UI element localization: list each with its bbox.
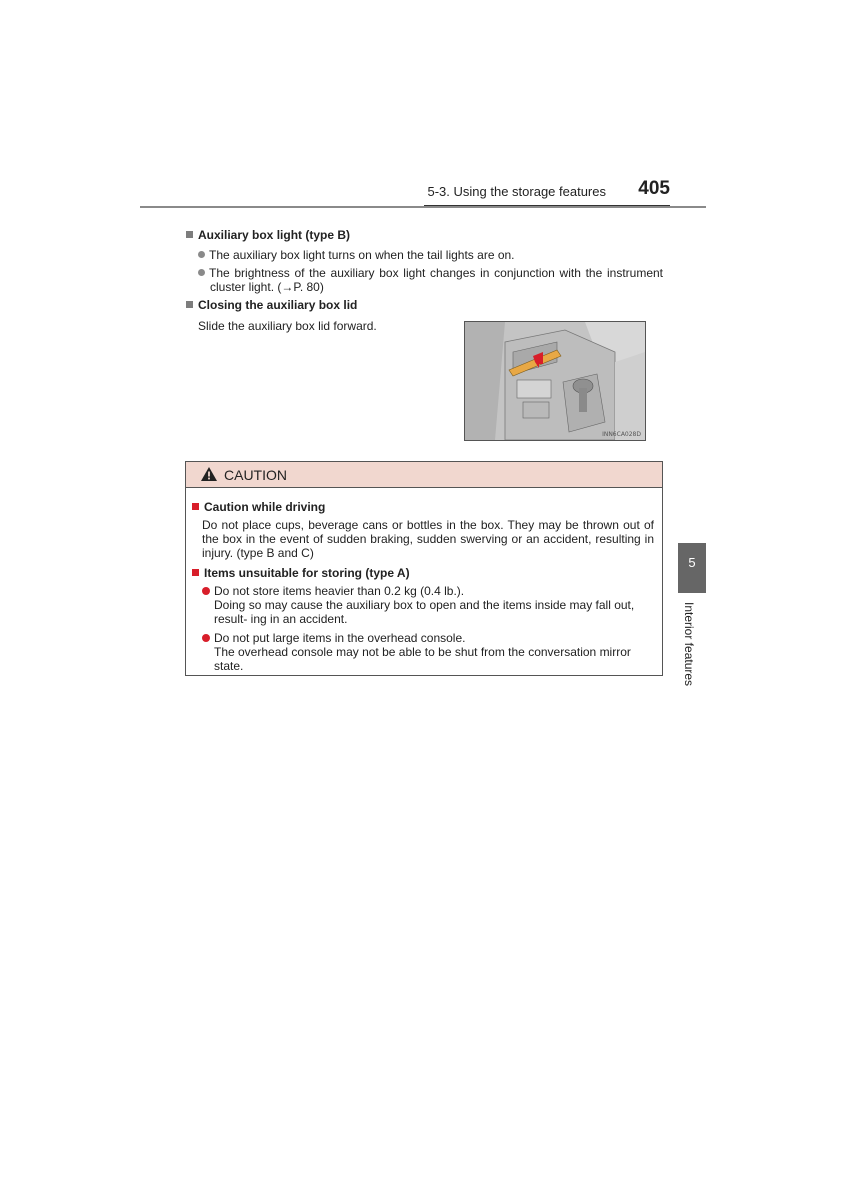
red-square-bullet-icon	[192, 569, 199, 576]
center-console-drawing	[465, 322, 645, 440]
chapter-label: Interior features	[682, 602, 696, 687]
light-section-heading: Auxiliary box light (type B)	[186, 228, 350, 242]
console-illustration	[464, 321, 646, 441]
red-dot-bullet-icon	[202, 587, 210, 595]
light-bullet-2: The brightness of the auxiliary box light changes in conjunction with the instrument cluster light. (→P. 80)	[198, 266, 663, 294]
warning-triangle-icon	[200, 466, 218, 482]
light-bullet-1: The auxiliary box light turns on when the tail lights are on.	[198, 248, 663, 262]
chapter-tab: 5	[678, 543, 706, 593]
caution-storing-item-2: Do not put large items in the overhead console. The overhead console may not be able to be shut from the conversation mirror state.	[202, 631, 654, 673]
section-title: 5-3. Using the storage features	[427, 184, 606, 199]
lid-instruction: Slide the auxiliary box lid forward.	[198, 319, 377, 333]
caution-driving-heading: Caution while driving	[192, 500, 325, 514]
red-square-bullet-icon	[192, 503, 199, 510]
square-bullet-icon	[186, 231, 193, 238]
caution-storing-item-1: Do not store items heavier than 0.2 kg (0.4 lb.). Doing so may cause the auxiliary box to open and the items inside may fall out, result- ing in an accident.	[202, 584, 654, 626]
caution-header	[186, 462, 662, 488]
dot-bullet-icon	[198, 251, 205, 258]
dot-bullet-icon	[198, 269, 205, 276]
square-bullet-icon	[186, 301, 193, 308]
page-number: 405	[638, 178, 670, 199]
red-dot-bullet-icon	[202, 634, 210, 642]
caution-driving-text: Do not place cups, beverage cans or bottles in the box. They may be thrown out of the box in the event of sudden braking, sudden swerving or an accident, resulting in injury. (type B and C)	[202, 518, 654, 560]
header-rule	[140, 206, 706, 208]
figure-code: INN6CA028D	[602, 431, 641, 438]
caution-storing-heading: Items unsuitable for storing (type A)	[192, 566, 410, 580]
caution-label: CAUTION	[224, 467, 287, 483]
lid-section-heading: Closing the auxiliary box lid	[186, 298, 357, 312]
caution-box	[185, 461, 663, 676]
header-rule-accent	[424, 205, 670, 206]
